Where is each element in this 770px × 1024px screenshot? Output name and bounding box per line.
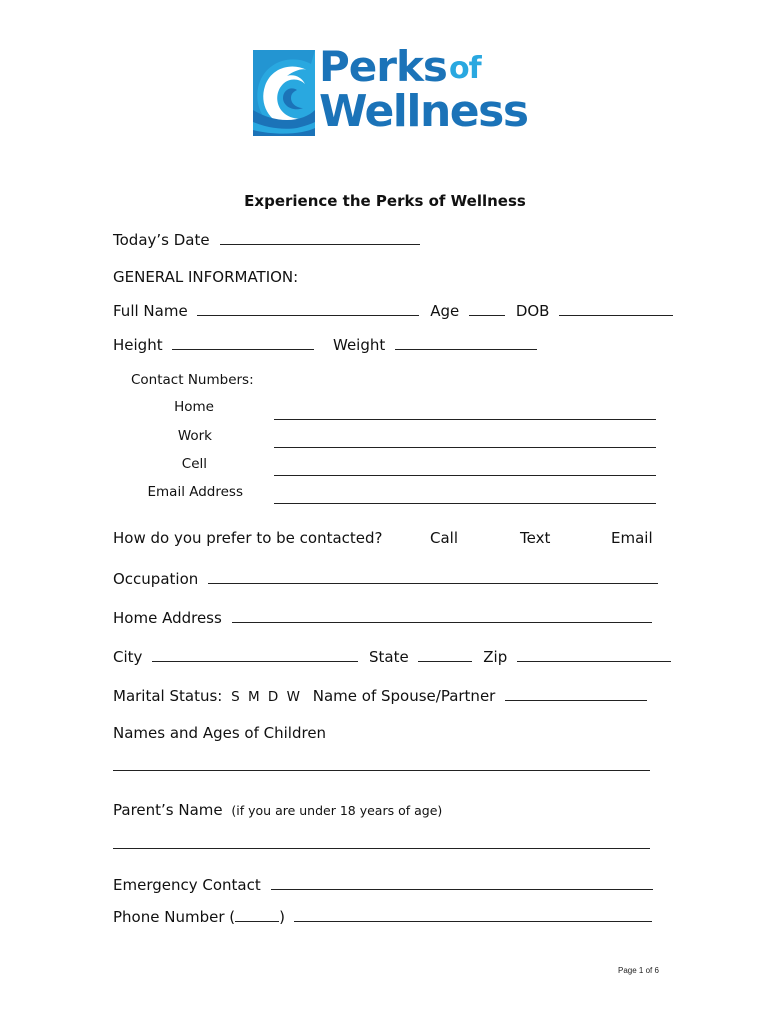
spouse-field[interactable]	[505, 685, 647, 701]
parent-name-label: Parent’s Name	[113, 801, 223, 819]
children-field[interactable]	[113, 770, 650, 771]
contact-cell-field[interactable]	[274, 475, 656, 476]
weight-label: Weight	[333, 336, 386, 354]
page-number: Page 1 of 6	[618, 966, 659, 975]
city-label: City	[113, 648, 143, 666]
parent-name-field[interactable]	[113, 848, 650, 849]
prefer-contact-question: How do you prefer to be contacted?	[113, 529, 383, 547]
contact-numbers-heading: Contact Numbers:	[131, 372, 254, 388]
contact-work-label: Work	[177, 428, 212, 444]
phone-number-field[interactable]	[294, 906, 652, 922]
prefer-email-option[interactable]: Email	[611, 529, 653, 547]
height-label: Height	[113, 336, 163, 354]
emergency-row	[113, 874, 653, 894]
home-address-field[interactable]	[232, 607, 652, 623]
marital-row	[113, 685, 647, 705]
contact-work-field[interactable]	[274, 447, 656, 448]
contact-home-label: Home	[174, 399, 214, 415]
zip-label: Zip	[483, 648, 508, 666]
city-field[interactable]	[152, 646, 358, 662]
contact-email-field[interactable]	[274, 503, 656, 504]
weight-row	[333, 334, 537, 354]
full-name-row	[113, 300, 673, 320]
dob-field[interactable]	[559, 300, 673, 316]
marital-status-label: Marital Status:	[113, 687, 223, 705]
spouse-label: Name of Spouse/Partner	[312, 687, 496, 705]
occupation-field[interactable]	[208, 568, 658, 584]
logo-text-wellness: Wellness	[319, 86, 528, 137]
phone-area-code-field[interactable]	[235, 906, 279, 922]
full-name-field[interactable]	[197, 300, 419, 316]
general-info-heading: GENERAL INFORMATION:	[113, 268, 299, 286]
prefer-call-option[interactable]: Call	[430, 529, 459, 547]
parent-name-note: (if you are under 18 years of age)	[231, 803, 443, 818]
contact-email-label: Email Address	[147, 484, 243, 500]
zip-field[interactable]	[517, 646, 671, 662]
logo-text-perks: Perks	[319, 42, 447, 91]
height-row	[113, 334, 314, 354]
children-label: Names and Ages of Children	[113, 724, 327, 742]
todays-date-row	[113, 229, 420, 249]
age-field[interactable]	[469, 300, 505, 316]
full-name-label: Full Name	[113, 302, 188, 320]
home-address-label: Home Address	[113, 609, 222, 627]
logo	[253, 42, 528, 138]
contact-cell-label: Cell	[181, 456, 207, 472]
height-field[interactable]	[172, 334, 314, 350]
phone-close-paren: )	[279, 908, 285, 926]
occupation-label: Occupation	[113, 570, 199, 588]
weight-field[interactable]	[395, 334, 537, 350]
form-title: Experience the Perks of Wellness	[244, 192, 526, 210]
state-label: State	[368, 648, 409, 666]
logo-text-of: of	[449, 51, 481, 86]
todays-date-field[interactable]	[220, 229, 420, 245]
phone-row	[113, 906, 652, 926]
dob-label: DOB	[515, 302, 550, 320]
city-row	[113, 646, 671, 666]
state-field[interactable]	[418, 646, 472, 662]
emergency-contact-field[interactable]	[271, 874, 653, 890]
contact-home-field[interactable]	[274, 419, 656, 420]
prefer-text-option[interactable]: Text	[520, 529, 551, 547]
wave-icon	[253, 50, 315, 136]
age-label: Age	[430, 302, 460, 320]
parent-row	[113, 801, 442, 819]
marital-status-options[interactable]: S M D W	[231, 689, 300, 705]
home-address-row	[113, 607, 652, 627]
phone-number-label: Phone Number (	[113, 908, 236, 926]
occupation-row	[113, 568, 658, 588]
emergency-contact-label: Emergency Contact	[113, 876, 261, 894]
todays-date-label: Today’s Date	[113, 231, 210, 249]
